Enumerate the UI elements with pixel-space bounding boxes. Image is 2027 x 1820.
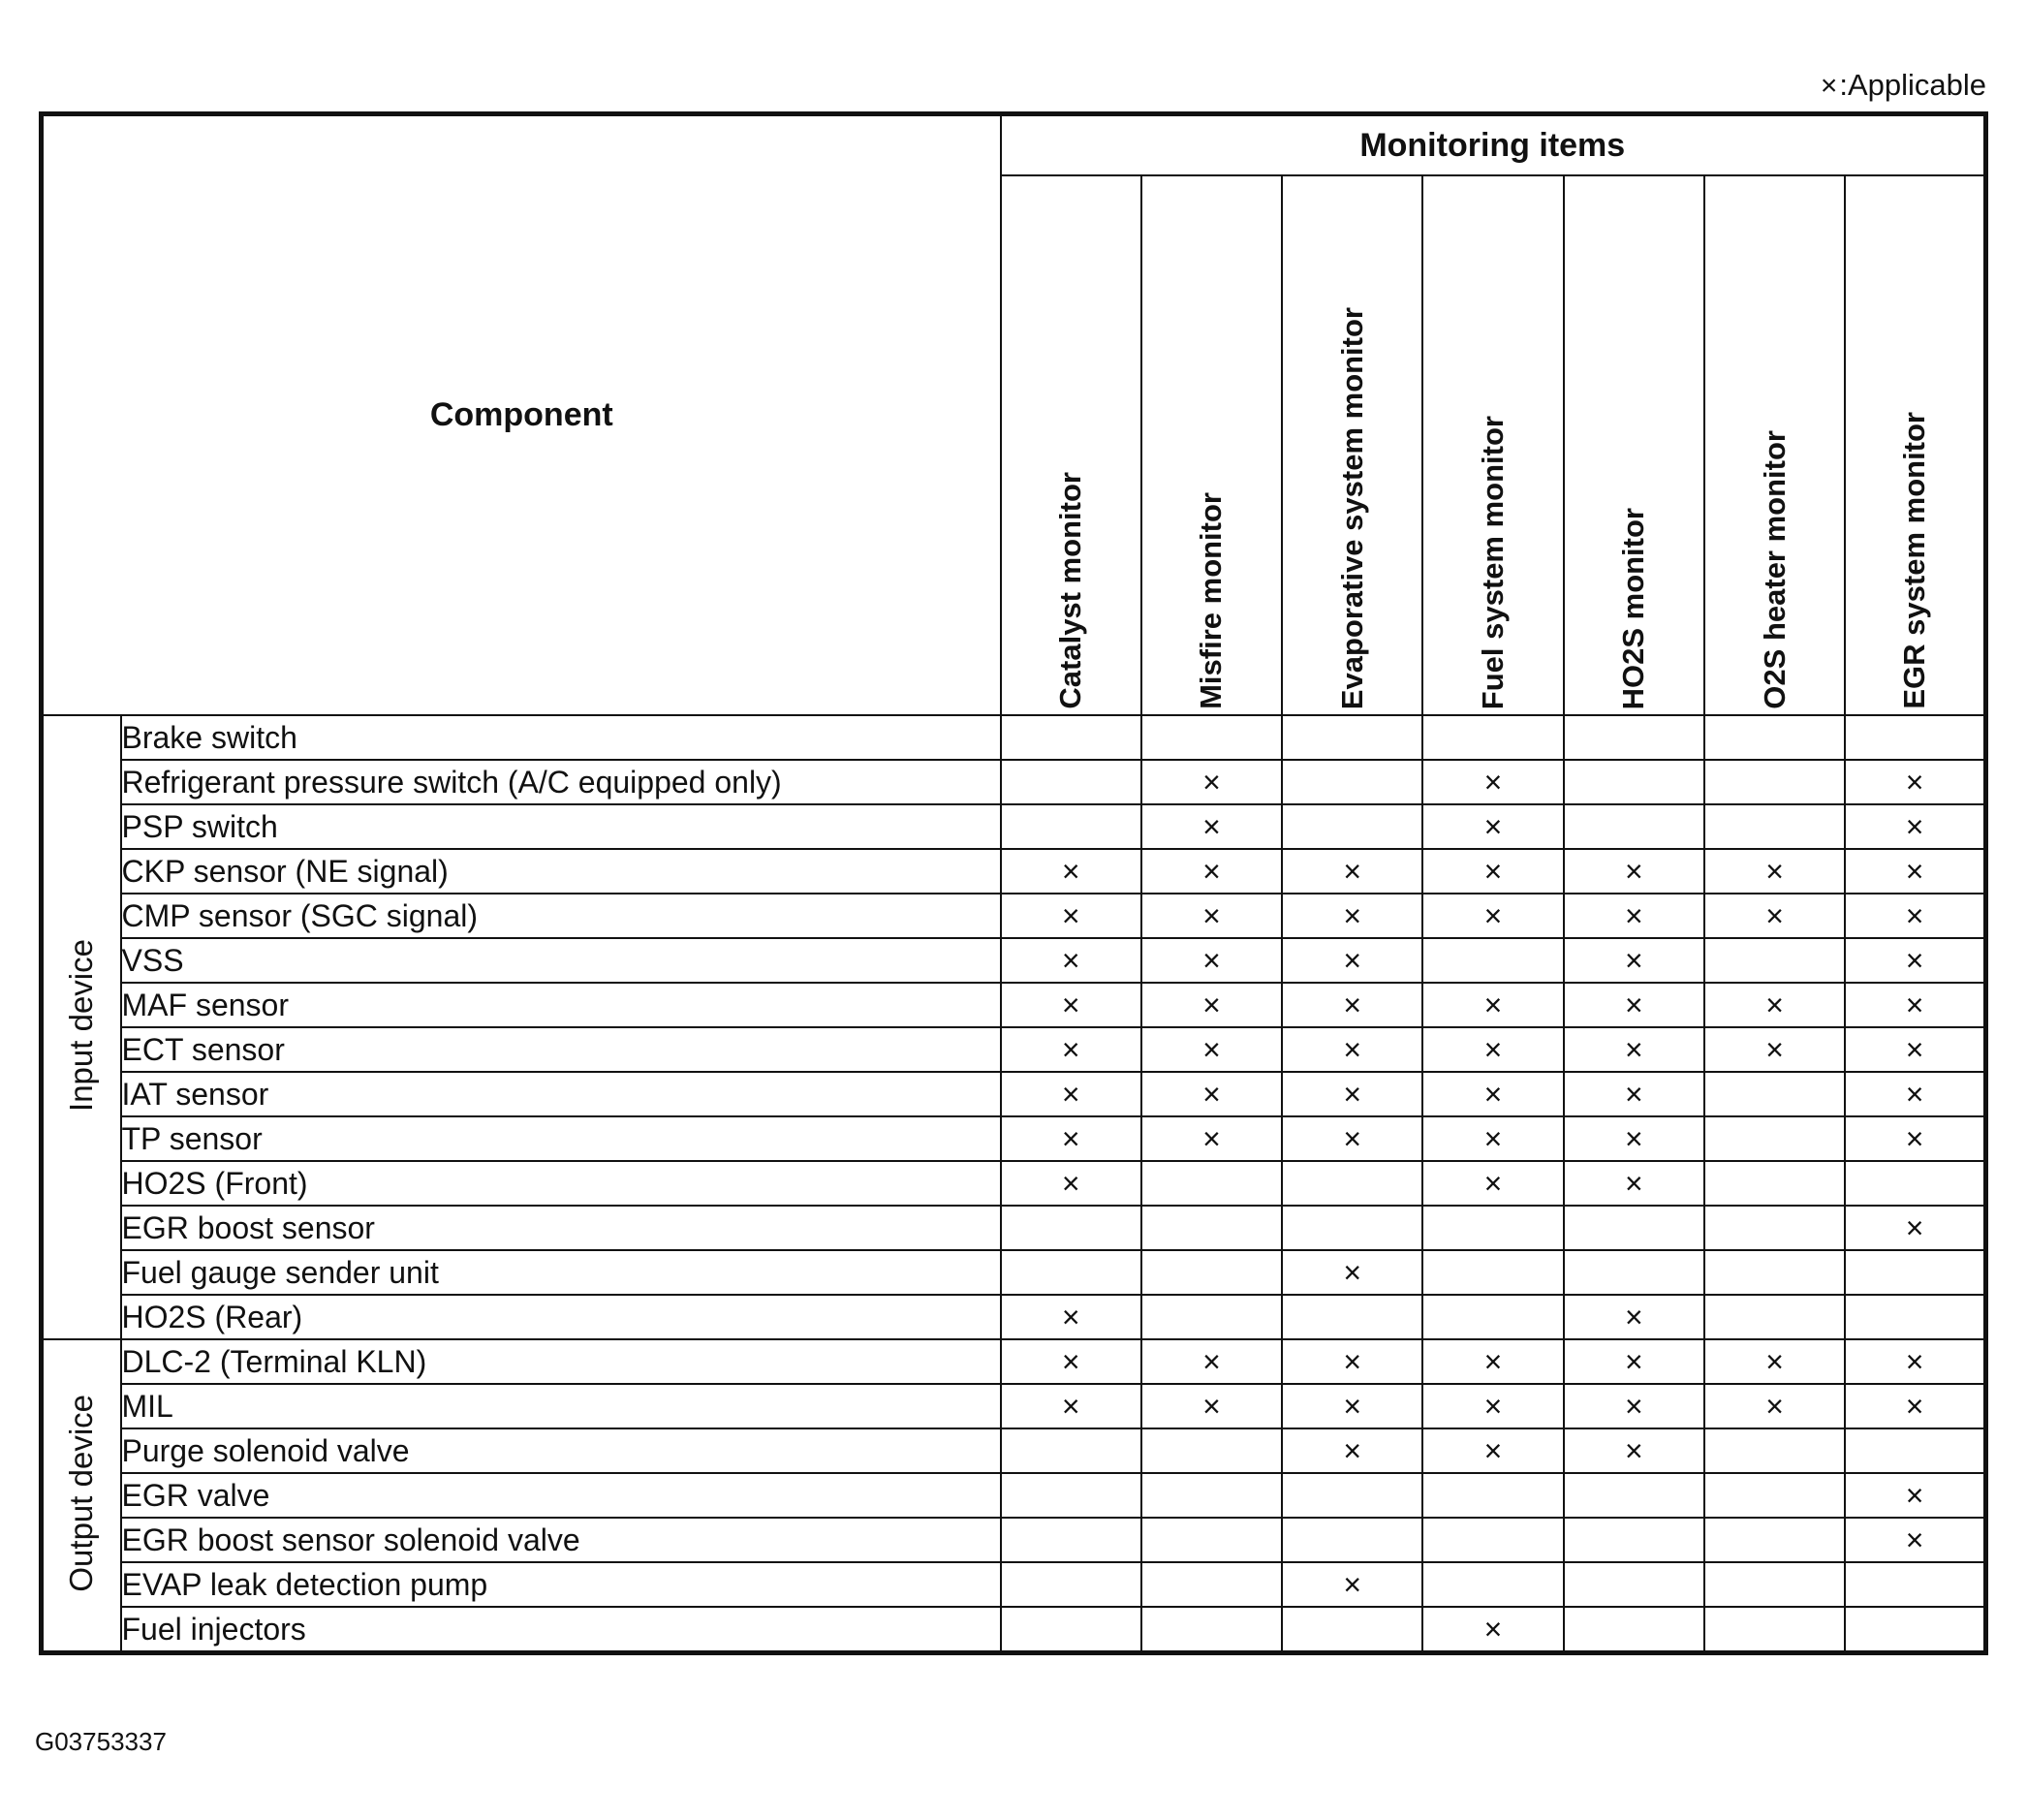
applicable-mark-cell — [1141, 1027, 1282, 1072]
cross-mark-icon: × — [1624, 1032, 1643, 1067]
applicable-mark-cell — [1422, 1161, 1563, 1206]
cross-mark-icon: × — [1905, 898, 1924, 933]
table-row — [42, 1206, 1986, 1250]
applicable-mark-cell — [1845, 1027, 1985, 1072]
table-row — [42, 1518, 1986, 1562]
empty-mark-cell — [1282, 1518, 1422, 1562]
cross-mark-icon: × — [1624, 1344, 1643, 1379]
component-name: Brake switch — [121, 715, 1001, 760]
monitoring-items-header: Monitoring items — [1001, 114, 1986, 176]
component-header: Component — [42, 114, 1001, 716]
empty-mark-cell — [1845, 1161, 1985, 1206]
applicable-mark-cell — [1704, 1384, 1845, 1428]
cross-mark-icon: × — [1343, 1077, 1362, 1112]
cross-mark-icon: × — [1061, 1121, 1080, 1156]
cross-mark-icon: × — [1624, 1300, 1643, 1334]
applicable-mark-cell — [1282, 1027, 1422, 1072]
cross-mark-icon: × — [1061, 943, 1080, 978]
applicable-legend — [1821, 68, 1986, 103]
empty-mark-cell — [1141, 1161, 1282, 1206]
empty-mark-cell — [1141, 1562, 1282, 1607]
applicable-mark-cell — [1282, 1428, 1422, 1473]
cross-mark-icon: × — [1905, 1522, 1924, 1557]
monitor-column-label: Fuel system monitor — [1476, 415, 1510, 709]
applicable-mark-cell — [1704, 1027, 1845, 1072]
component-name: TP sensor — [121, 1116, 1001, 1161]
monitor-column-label: Catalyst monitor — [1053, 472, 1088, 709]
cross-mark-icon: × — [1343, 1389, 1362, 1424]
empty-mark-cell — [1564, 804, 1704, 849]
empty-mark-cell — [1001, 1473, 1141, 1518]
table-row — [42, 1116, 1986, 1161]
cross-mark-icon: × — [1061, 988, 1080, 1022]
applicable-mark-cell — [1845, 760, 1985, 804]
cross-mark-icon: × — [1905, 765, 1924, 800]
applicable-mark-cell — [1845, 1206, 1985, 1250]
empty-mark-cell — [1704, 1206, 1845, 1250]
cross-mark-icon: × — [1905, 1389, 1924, 1424]
applicable-mark-cell — [1001, 1384, 1141, 1428]
empty-mark-cell — [1282, 715, 1422, 760]
empty-mark-cell — [1282, 1473, 1422, 1518]
applicable-mark-cell — [1845, 983, 1985, 1027]
cross-mark-icon: × — [1061, 1344, 1080, 1379]
empty-mark-cell — [1845, 1428, 1985, 1473]
cross-mark-icon: × — [1061, 1032, 1080, 1067]
cross-mark-icon: × — [1765, 1389, 1784, 1424]
empty-mark-cell — [1282, 1161, 1422, 1206]
component-name: Fuel gauge sender unit — [121, 1250, 1001, 1295]
empty-mark-cell — [1564, 760, 1704, 804]
cross-mark-icon: × — [1483, 809, 1503, 844]
table-row — [42, 1250, 1986, 1295]
component-name: VSS — [121, 938, 1001, 983]
empty-mark-cell — [1001, 1518, 1141, 1562]
empty-mark-cell — [1001, 760, 1141, 804]
cross-mark-icon: × — [1343, 898, 1362, 933]
applicable-mark-cell — [1141, 1384, 1282, 1428]
cross-mark-icon: × — [1624, 898, 1643, 933]
applicable-mark-cell — [1282, 1250, 1422, 1295]
empty-mark-cell — [1001, 804, 1141, 849]
component-name: EVAP leak detection pump — [121, 1562, 1001, 1607]
applicable-mark-cell — [1422, 804, 1563, 849]
empty-mark-cell — [1001, 1428, 1141, 1473]
applicable-mark-cell — [1422, 983, 1563, 1027]
cross-mark-icon: × — [1624, 1433, 1643, 1468]
cross-mark-icon: × — [1905, 1077, 1924, 1112]
component-name: EGR valve — [121, 1473, 1001, 1518]
component-name: EGR boost sensor — [121, 1206, 1001, 1250]
applicable-mark-cell — [1845, 804, 1985, 849]
cross-mark-icon: × — [1202, 988, 1221, 1022]
empty-mark-cell — [1564, 715, 1704, 760]
empty-mark-cell — [1141, 1607, 1282, 1653]
empty-mark-cell — [1422, 1518, 1563, 1562]
monitor-column-label: HO2S monitor — [1616, 507, 1651, 709]
empty-mark-cell — [1704, 1072, 1845, 1116]
applicable-mark-cell — [1422, 849, 1563, 894]
component-name: EGR boost sensor solenoid valve — [121, 1518, 1001, 1562]
applicable-mark-cell — [1564, 983, 1704, 1027]
applicable-mark-cell — [1282, 1339, 1422, 1384]
cross-mark-icon: × — [1202, 898, 1221, 933]
table-row — [42, 894, 1986, 938]
applicable-mark-cell — [1141, 938, 1282, 983]
applicable-mark-cell — [1845, 1072, 1985, 1116]
cross-mark-icon: × — [1202, 1032, 1221, 1067]
empty-mark-cell — [1704, 760, 1845, 804]
empty-mark-cell — [1422, 1206, 1563, 1250]
cross-mark-icon: × — [1905, 1478, 1924, 1513]
cross-mark-icon: × — [1343, 988, 1362, 1022]
applicable-mark-cell — [1141, 1339, 1282, 1384]
applicable-mark-cell — [1564, 1428, 1704, 1473]
applicable-mark-cell — [1564, 1072, 1704, 1116]
applicable-mark-cell — [1001, 983, 1141, 1027]
applicable-mark-cell — [1282, 1562, 1422, 1607]
cross-mark-icon: × — [1820, 70, 1838, 102]
empty-mark-cell — [1704, 1562, 1845, 1607]
cross-mark-icon: × — [1343, 943, 1362, 978]
empty-mark-cell — [1422, 715, 1563, 760]
cross-mark-icon: × — [1765, 988, 1784, 1022]
cross-mark-icon: × — [1202, 1344, 1221, 1379]
applicable-mark-cell — [1001, 938, 1141, 983]
monitor-column-header — [1141, 175, 1282, 715]
applicable-mark-cell — [1141, 1072, 1282, 1116]
empty-mark-cell — [1141, 1428, 1282, 1473]
empty-mark-cell — [1001, 1250, 1141, 1295]
empty-mark-cell — [1141, 1250, 1282, 1295]
applicable-mark-cell — [1564, 1027, 1704, 1072]
cross-mark-icon: × — [1343, 1433, 1362, 1468]
applicable-mark-cell — [1141, 1116, 1282, 1161]
table-row — [42, 938, 1986, 983]
empty-mark-cell — [1845, 1250, 1985, 1295]
empty-mark-cell — [1704, 804, 1845, 849]
empty-mark-cell — [1704, 1518, 1845, 1562]
cross-mark-icon: × — [1483, 1077, 1503, 1112]
component-name: HO2S (Front) — [121, 1161, 1001, 1206]
cross-mark-icon: × — [1765, 1032, 1784, 1067]
empty-mark-cell — [1422, 1562, 1563, 1607]
empty-mark-cell — [1282, 760, 1422, 804]
applicable-mark-cell — [1422, 1428, 1563, 1473]
cross-mark-icon: × — [1765, 898, 1784, 933]
table-row — [42, 804, 1986, 849]
monitor-column-header — [1001, 175, 1141, 715]
cross-mark-icon: × — [1624, 1077, 1643, 1112]
cross-mark-icon: × — [1483, 765, 1503, 800]
cross-mark-icon: × — [1483, 1032, 1503, 1067]
table-row — [42, 1027, 1986, 1072]
figure-code: G03753337 — [35, 1727, 167, 1756]
applicable-mark-cell — [1141, 760, 1282, 804]
cross-mark-icon: × — [1343, 1121, 1362, 1156]
applicable-mark-cell — [1001, 1161, 1141, 1206]
cross-mark-icon: × — [1483, 898, 1503, 933]
cross-mark-icon: × — [1483, 1433, 1503, 1468]
table-row — [42, 1473, 1986, 1518]
cross-mark-icon: × — [1624, 854, 1643, 889]
empty-mark-cell — [1422, 1250, 1563, 1295]
table-row — [42, 1295, 1986, 1339]
applicable-mark-cell — [1564, 1339, 1704, 1384]
cross-mark-icon: × — [1624, 1389, 1643, 1424]
applicable-mark-cell — [1001, 894, 1141, 938]
monitor-column-header — [1422, 175, 1563, 715]
applicable-mark-cell — [1422, 760, 1563, 804]
applicable-mark-cell — [1564, 1295, 1704, 1339]
cross-mark-icon: × — [1343, 1567, 1362, 1602]
cross-mark-icon: × — [1061, 1300, 1080, 1334]
applicable-mark-cell — [1564, 1161, 1704, 1206]
monitor-column-label: Evaporative system monitor — [1334, 306, 1369, 709]
applicable-mark-cell — [1001, 1072, 1141, 1116]
cross-mark-icon: × — [1483, 1612, 1503, 1647]
component-name: IAT sensor — [121, 1072, 1001, 1116]
empty-mark-cell — [1564, 1518, 1704, 1562]
cross-mark-icon: × — [1905, 943, 1924, 978]
applicable-mark-cell — [1704, 983, 1845, 1027]
cross-mark-icon: × — [1905, 988, 1924, 1022]
cross-mark-icon: × — [1765, 1344, 1784, 1379]
table-row — [42, 1161, 1986, 1206]
empty-mark-cell — [1282, 1295, 1422, 1339]
cross-mark-icon: × — [1624, 943, 1643, 978]
component-name: Refrigerant pressure switch (A/C equipped only) — [121, 760, 1001, 804]
cross-mark-icon: × — [1624, 1121, 1643, 1156]
monitor-column-header — [1282, 175, 1422, 715]
applicable-mark-cell — [1704, 894, 1845, 938]
applicable-mark-cell — [1704, 849, 1845, 894]
applicable-mark-cell — [1001, 1339, 1141, 1384]
cross-mark-icon: × — [1343, 1032, 1362, 1067]
table-row — [42, 1339, 1986, 1384]
empty-mark-cell — [1001, 1562, 1141, 1607]
monitor-column-label: EGR system monitor — [1897, 412, 1932, 709]
applicable-mark-cell — [1564, 1384, 1704, 1428]
applicable-mark-cell — [1564, 1116, 1704, 1161]
empty-mark-cell — [1422, 1295, 1563, 1339]
applicable-mark-cell — [1422, 1339, 1563, 1384]
empty-mark-cell — [1001, 1206, 1141, 1250]
empty-mark-cell — [1704, 715, 1845, 760]
device-group-label-cell — [42, 1339, 121, 1653]
applicable-mark-cell — [1001, 849, 1141, 894]
component-name: DLC-2 (Terminal KLN) — [121, 1339, 1001, 1384]
table-row — [42, 1072, 1986, 1116]
applicable-mark-cell — [1282, 894, 1422, 938]
table-row — [42, 715, 1986, 760]
empty-mark-cell — [1564, 1607, 1704, 1653]
applicable-mark-cell — [1141, 983, 1282, 1027]
applicable-mark-cell — [1282, 938, 1422, 983]
cross-mark-icon: × — [1765, 854, 1784, 889]
device-group-label-cell — [42, 715, 121, 1339]
empty-mark-cell — [1704, 1607, 1845, 1653]
cross-mark-icon: × — [1483, 854, 1503, 889]
table-row — [42, 983, 1986, 1027]
component-name: Purge solenoid valve — [121, 1428, 1001, 1473]
empty-mark-cell — [1704, 1295, 1845, 1339]
applicable-mark-cell — [1422, 1116, 1563, 1161]
applicable-mark-cell — [1845, 1116, 1985, 1161]
empty-mark-cell — [1422, 938, 1563, 983]
monitor-column-label: Misfire monitor — [1194, 492, 1229, 709]
empty-mark-cell — [1704, 1250, 1845, 1295]
applicable-mark-cell — [1422, 894, 1563, 938]
cross-mark-icon: × — [1483, 1389, 1503, 1424]
empty-mark-cell — [1141, 715, 1282, 760]
table-row — [42, 849, 1986, 894]
applicable-mark-cell — [1001, 1027, 1141, 1072]
empty-mark-cell — [1704, 938, 1845, 983]
cross-mark-icon: × — [1343, 1255, 1362, 1290]
cross-mark-icon: × — [1905, 854, 1924, 889]
cross-mark-icon: × — [1905, 809, 1924, 844]
device-group-label: Input device — [63, 938, 100, 1112]
cross-mark-icon: × — [1905, 1032, 1924, 1067]
table-row — [42, 1607, 1986, 1653]
cross-mark-icon: × — [1483, 1121, 1503, 1156]
device-group-label: Output device — [63, 1394, 100, 1592]
cross-mark-icon: × — [1061, 1389, 1080, 1424]
applicable-mark-cell — [1422, 1384, 1563, 1428]
empty-mark-cell — [1564, 1206, 1704, 1250]
component-name: MIL — [121, 1384, 1001, 1428]
empty-mark-cell — [1704, 1161, 1845, 1206]
table-row — [42, 760, 1986, 804]
empty-mark-cell — [1564, 1562, 1704, 1607]
empty-mark-cell — [1282, 1206, 1422, 1250]
component-name: CMP sensor (SGC signal) — [121, 894, 1001, 938]
cross-mark-icon: × — [1061, 1077, 1080, 1112]
component-name: Fuel injectors — [121, 1607, 1001, 1653]
cross-mark-icon: × — [1624, 1166, 1643, 1201]
component-name: ECT sensor — [121, 1027, 1001, 1072]
empty-mark-cell — [1845, 1562, 1985, 1607]
monitor-column-header — [1564, 175, 1704, 715]
cross-mark-icon: × — [1202, 854, 1221, 889]
cross-mark-icon: × — [1202, 1121, 1221, 1156]
empty-mark-cell — [1704, 1473, 1845, 1518]
cross-mark-icon: × — [1061, 898, 1080, 933]
table-row — [42, 1428, 1986, 1473]
cross-mark-icon: × — [1061, 1166, 1080, 1201]
component-name: CKP sensor (NE signal) — [121, 849, 1001, 894]
cross-mark-icon: × — [1061, 854, 1080, 889]
applicable-mark-cell — [1001, 1295, 1141, 1339]
applicable-mark-cell — [1141, 804, 1282, 849]
applicable-mark-cell — [1704, 1339, 1845, 1384]
applicable-mark-cell — [1564, 894, 1704, 938]
cross-mark-icon: × — [1483, 1344, 1503, 1379]
cross-mark-icon: × — [1343, 854, 1362, 889]
applicable-mark-cell — [1282, 1072, 1422, 1116]
empty-mark-cell — [1141, 1473, 1282, 1518]
component-name: PSP switch — [121, 804, 1001, 849]
monitor-column-header — [1704, 175, 1845, 715]
cross-mark-icon: × — [1483, 1166, 1503, 1201]
cross-mark-icon: × — [1624, 988, 1643, 1022]
empty-mark-cell — [1282, 1607, 1422, 1653]
empty-mark-cell — [1564, 1473, 1704, 1518]
empty-mark-cell — [1141, 1206, 1282, 1250]
applicable-mark-cell — [1141, 894, 1282, 938]
empty-mark-cell — [1845, 1607, 1985, 1653]
cross-mark-icon: × — [1905, 1121, 1924, 1156]
applicable-mark-cell — [1282, 1116, 1422, 1161]
table-row — [42, 1562, 1986, 1607]
empty-mark-cell — [1422, 1473, 1563, 1518]
cross-mark-icon: × — [1202, 809, 1221, 844]
cross-mark-icon: × — [1202, 943, 1221, 978]
applicable-mark-cell — [1845, 1384, 1985, 1428]
empty-mark-cell — [1001, 715, 1141, 760]
matrix-body — [42, 715, 1986, 1653]
applicable-mark-cell — [1282, 849, 1422, 894]
legend-label: :Applicable — [1839, 68, 1986, 102]
applicable-mark-cell — [1564, 849, 1704, 894]
applicable-mark-cell — [1845, 1339, 1985, 1384]
empty-mark-cell — [1845, 1295, 1985, 1339]
component-name: HO2S (Rear) — [121, 1295, 1001, 1339]
applicable-mark-cell — [1282, 983, 1422, 1027]
applicable-mark-cell — [1845, 1518, 1985, 1562]
empty-mark-cell — [1845, 715, 1985, 760]
applicable-mark-cell — [1282, 1384, 1422, 1428]
applicable-mark-cell — [1001, 1116, 1141, 1161]
cross-mark-icon: × — [1202, 765, 1221, 800]
applicable-mark-cell — [1422, 1027, 1563, 1072]
applicable-mark-cell — [1422, 1072, 1563, 1116]
applicable-mark-cell — [1845, 849, 1985, 894]
applicable-mark-cell — [1845, 938, 1985, 983]
monitoring-matrix-table — [39, 111, 1988, 1655]
empty-mark-cell — [1564, 1250, 1704, 1295]
monitor-column-header — [1845, 175, 1985, 715]
cross-mark-icon: × — [1905, 1210, 1924, 1245]
component-name: MAF sensor — [121, 983, 1001, 1027]
empty-mark-cell — [1141, 1295, 1282, 1339]
cross-mark-icon: × — [1483, 988, 1503, 1022]
cross-mark-icon: × — [1905, 1344, 1924, 1379]
applicable-mark-cell — [1845, 894, 1985, 938]
applicable-mark-cell — [1845, 1473, 1985, 1518]
cross-mark-icon: × — [1202, 1077, 1221, 1112]
applicable-mark-cell — [1422, 1607, 1563, 1653]
applicable-mark-cell — [1141, 849, 1282, 894]
empty-mark-cell — [1704, 1428, 1845, 1473]
empty-mark-cell — [1001, 1607, 1141, 1653]
cross-mark-icon: × — [1343, 1344, 1362, 1379]
applicable-mark-cell — [1564, 938, 1704, 983]
empty-mark-cell — [1282, 804, 1422, 849]
monitor-column-label: O2S heater monitor — [1757, 430, 1792, 709]
table-row — [42, 1384, 1986, 1428]
cross-mark-icon: × — [1202, 1389, 1221, 1424]
empty-mark-cell — [1704, 1116, 1845, 1161]
empty-mark-cell — [1141, 1518, 1282, 1562]
